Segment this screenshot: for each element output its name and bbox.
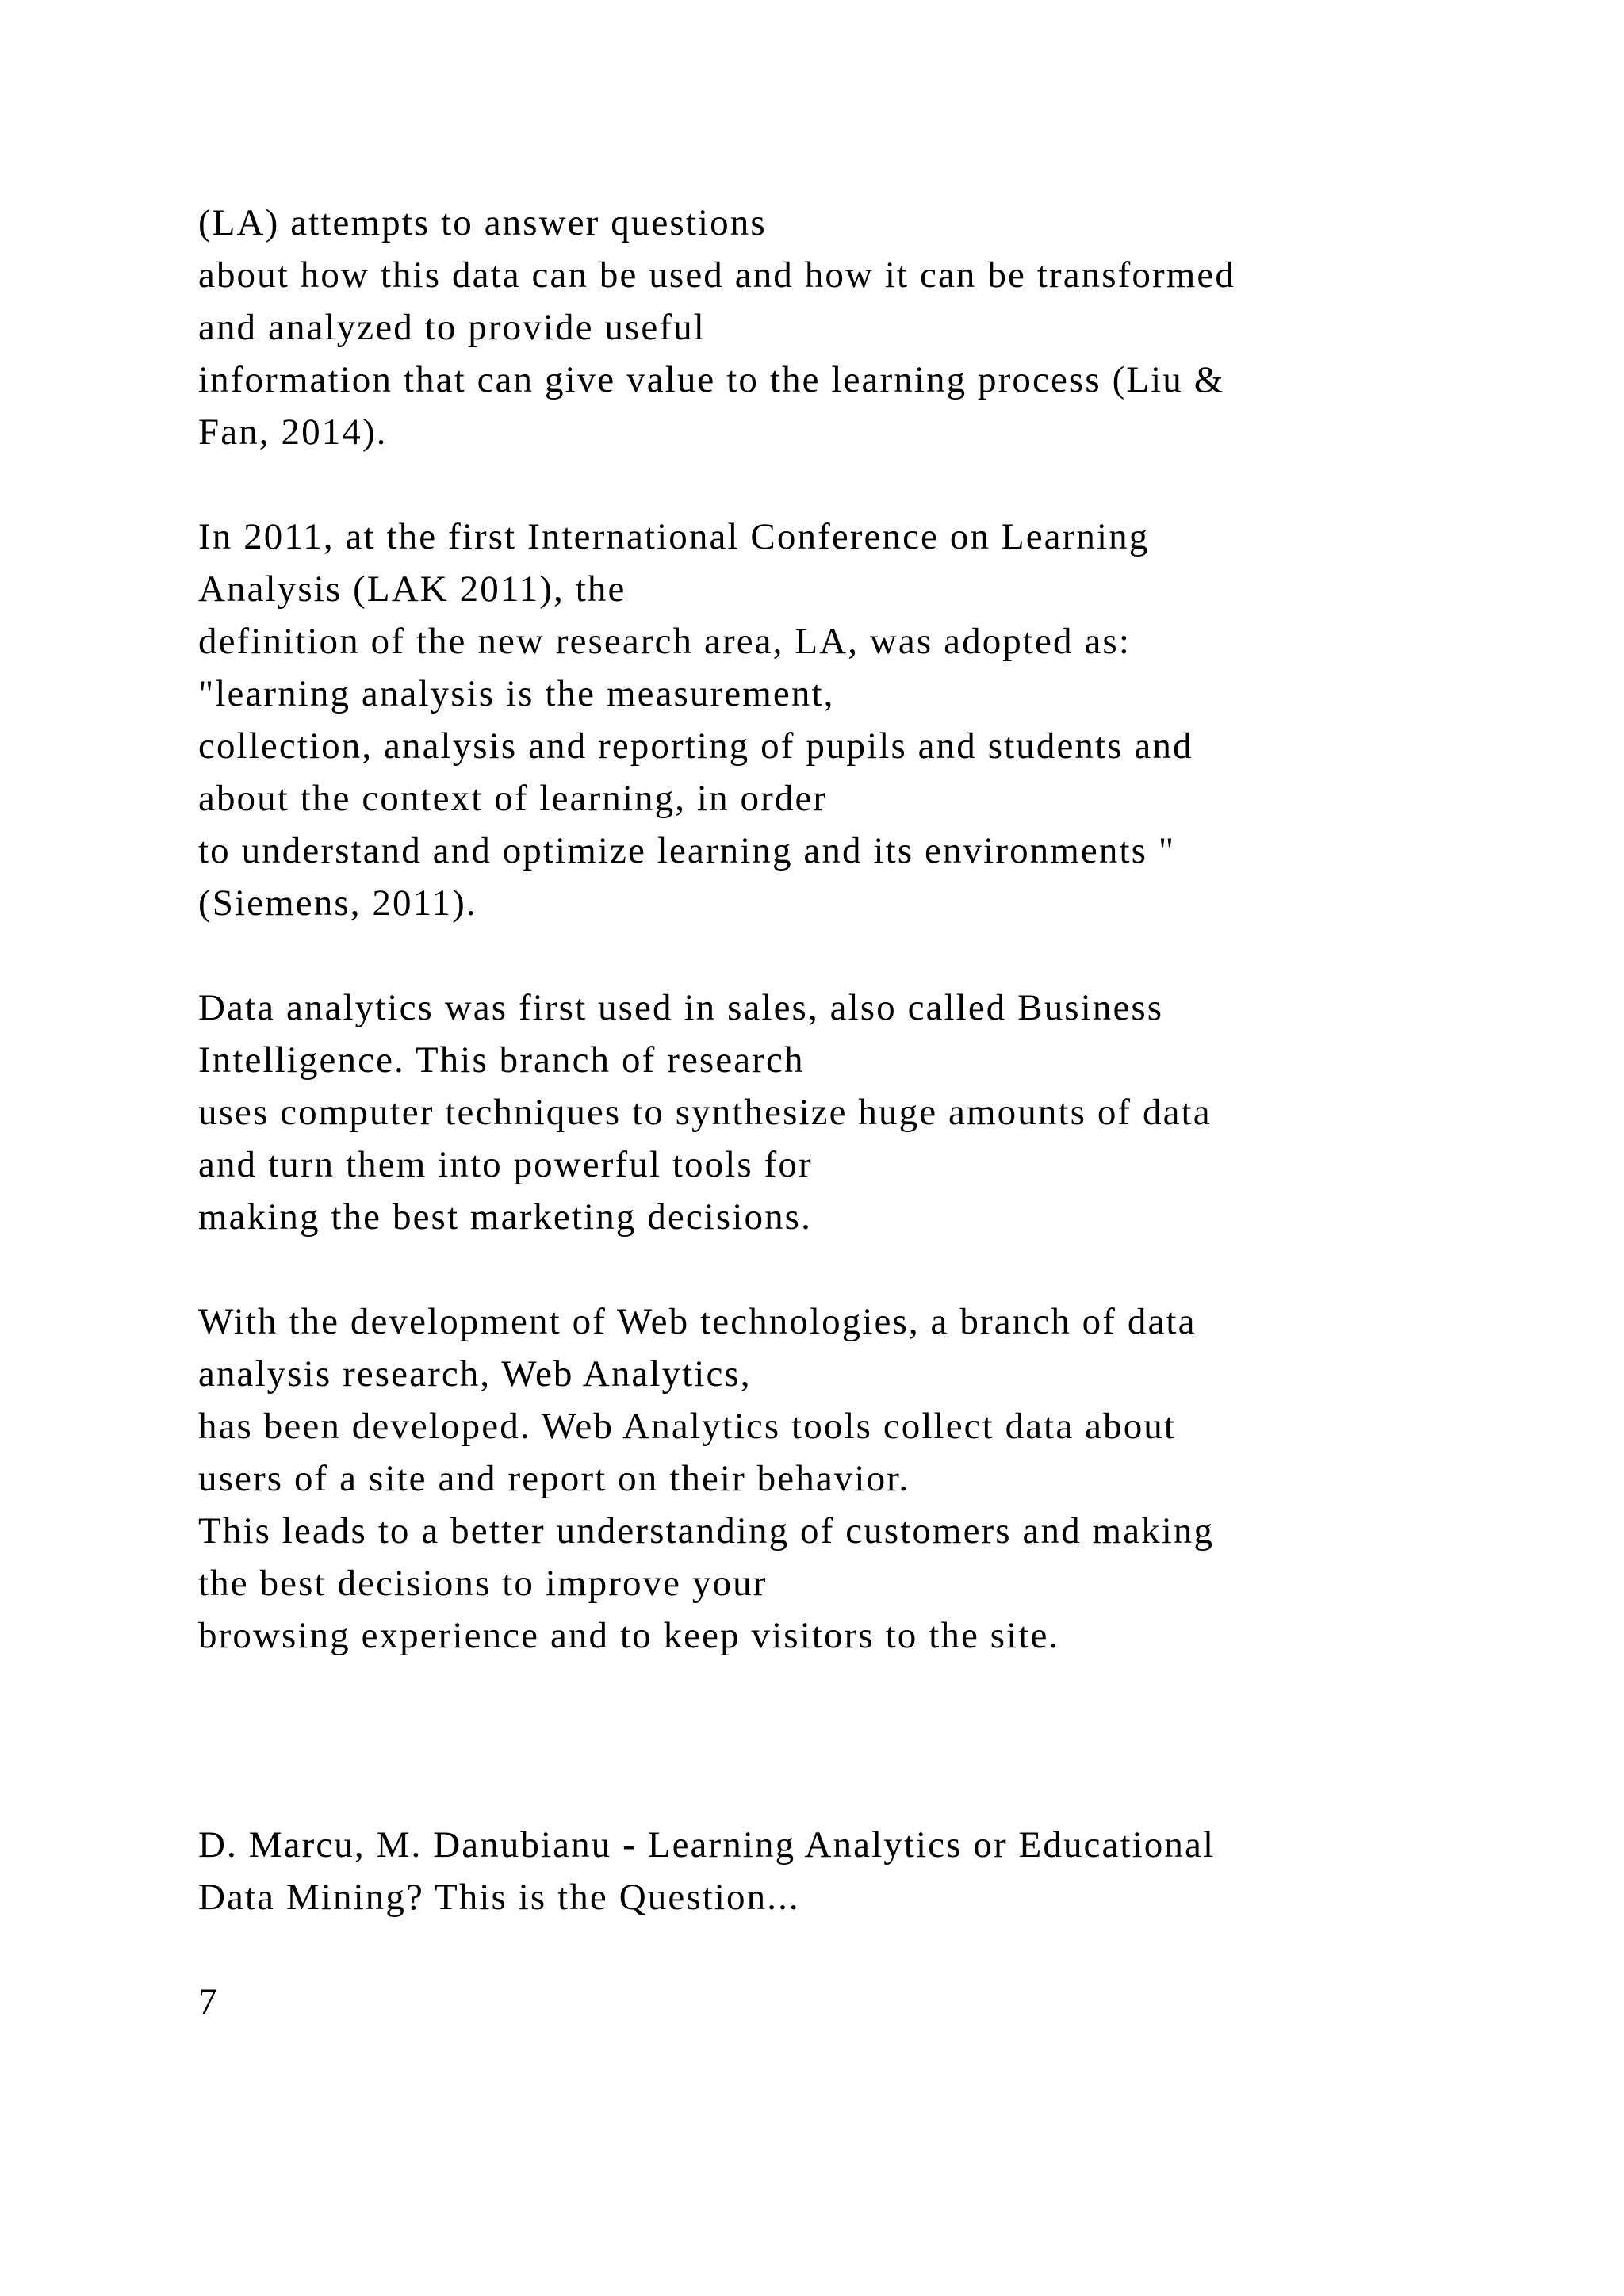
running-header-line: Data Mining? This is the Question... [198, 1877, 800, 1918]
text-line: "learning analysis is the measurement, [198, 673, 835, 714]
text-line: about how this data can be used and how it can be transformed [198, 254, 1235, 296]
text-line: to understand and optimize learning and its environments " [198, 830, 1176, 871]
text-line: about the context of learning, in order [198, 778, 828, 819]
text-line: Fan, 2014). [198, 411, 388, 453]
text-line: the best decisions to improve your [198, 1563, 768, 1604]
text-line: browsing experience and to keep visitors to the site. [198, 1615, 1060, 1656]
text-line: Analysis (LAK 2011), the [198, 568, 626, 610]
text-line: and analyzed to provide useful [198, 307, 706, 348]
page-number: 7 [198, 1981, 219, 2022]
text-line: With the development of Web technologies, a branch of data [198, 1301, 1197, 1342]
text-line: and turn them into powerful tools for [198, 1144, 813, 1185]
text-line: collection, analysis and reporting of pupils and students and [198, 725, 1193, 767]
text-line: (LA) attempts to answer questions [198, 202, 767, 243]
text-line: information that can give value to the learning process (Liu & [198, 359, 1225, 400]
text-line: has been developed. Web Analytics tools collect data about [198, 1406, 1177, 1447]
text-line: Data analytics was first used in sales, also called Business [198, 987, 1164, 1028]
text-line: making the best marketing decisions. [198, 1196, 812, 1238]
text-line: users of a site and report on their behavior. [198, 1458, 910, 1499]
text-line: definition of the new research area, LA, was adopted as: [198, 621, 1131, 662]
text-line: analysis research, Web Analytics, [198, 1353, 752, 1395]
text-line: This leads to a better understanding of customers and making [198, 1510, 1215, 1552]
text-line: In 2011, at the first International Conference on Learning [198, 516, 1150, 557]
text-line: Intelligence. This branch of research [198, 1039, 805, 1081]
text-line: uses computer techniques to synthesize huge amounts of data [198, 1092, 1212, 1133]
text-line: (Siemens, 2011). [198, 882, 477, 924]
running-header-line: D. Marcu, M. Danubianu - Learning Analytics or Educational [198, 1824, 1216, 1866]
